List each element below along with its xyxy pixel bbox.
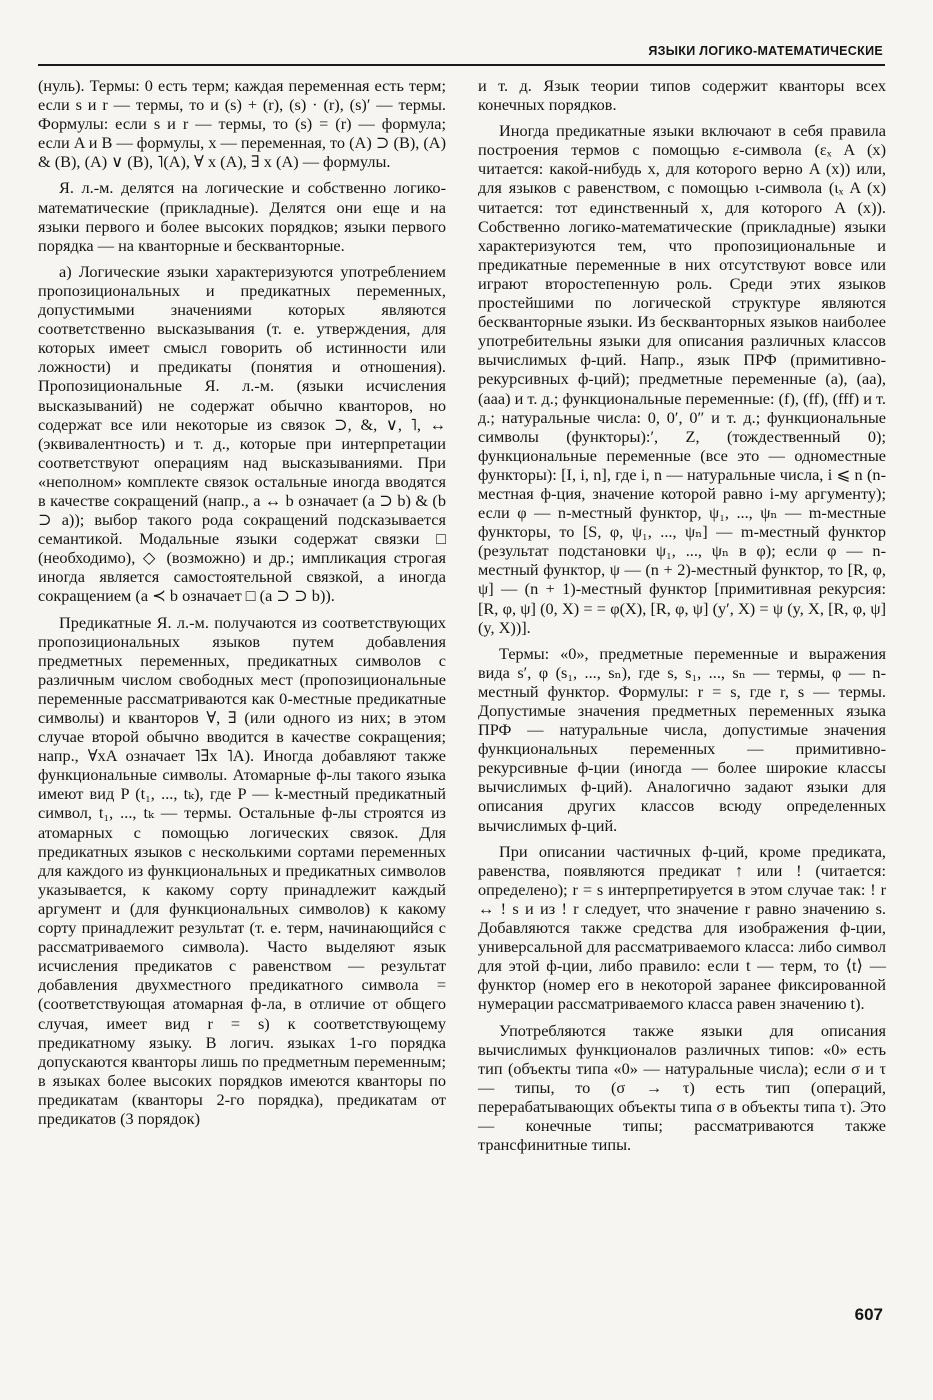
paragraph: Термы: «0», предметные переменные и выражения вида s′, φ (s₁, ..., sₙ), где s, s₁, ..., sₙ — термы, φ — n-местный функтор. Формулы: r = s, где r, s — термы. Допустимые значения предметных переменных языка ПРФ — натуральные числа, допустимые значения функциональных переменных — примитивно-рекурсивные ф-ции (иногда — более широкие классы вычислимых ф-ций). Аналогично задают языки для описания других классов всюду определенных вычислимых ф-ций.	[478, 643, 886, 835]
paragraph: Я. л.-м. делятся на логические и собственно логико-математические (прикладные). Делятся они еще и на языки первого и более высоких порядков; языки первого порядка — на кванторные и бескванторные.	[38, 178, 446, 255]
right-column	[478, 76, 886, 1161]
left-column	[38, 76, 446, 1135]
header-rule	[38, 64, 885, 66]
header-title: ЯЗЫКИ ЛОГИКО-МАТЕМАТИЧЕСКИЕ	[648, 44, 883, 58]
paragraph: При описании частичных ф-ций, кроме предиката, равенства, появляются предикат ↑ или ! (читается: определено); r = s интерпретируется в этом случае так: ! r ↔ ! s и из ! r следует, что значение r равно значению s. Добавляются также средства для изображения ф-ции, универсальной для рассматриваемого класса: либо символ для этой ф-ции, либо правило: если t — терм, то ⟨t⟩ — функтор (номер его в некоторой заранее фиксированной нумерации рассматриваемого класса равен значению t).	[478, 841, 886, 1014]
paragraph: и т. д. Язык теории типов содержит кванторы всех конечных порядков.	[478, 76, 886, 115]
paragraph: Употребляются также языки для описания вычислимых функционалов различных типов: «0» есть тип (объекты типа «0» — натуральные числа); если σ и τ — типы, то (σ → τ) есть тип (операций, перерабатывающих объекты типа σ в объекты типа τ). Это — конечные типы; рассматриваются также трансфинитные типы.	[478, 1020, 886, 1155]
paragraph: Предикатные Я. л.-м. получаются из соответствующих пропозициональных языков путем добавления предметных переменных, предикатных символов с различным числом свободных мест (пропозициональные переменные рассматриваются как 0-местные предикатные символы) и кванторов ∀, ∃ (или одного из них; в этом случае второй обычно вводится в качестве сокращения; напр., ∀xA означает ˥∃x ˥A). Иногда добавляют также функциональные символы. Атомарные ф-лы такого языка имеют вид P (t₁, ..., tₖ), где P — k-местный предикатный символ, t₁, ..., tₖ — термы. Остальные ф-лы строятся из атомарных с помощью логических связок. Для предикатных языков с несколькими сортами переменных для каждого из функциональных и предикатных символов указывается, к какому сорту принадлежит каждый аргумент и (для функциональных символов) к какому сорту принадлежит результат (т. е. терм, начинающийся с рассматриваемого символа). Часто выделяют язык исчисления предикатов с равенством — результат добавления двухместного предикатного символа = (соответствующая атомарная ф-ла, в отличие от общего случая, имеет вид r = s) к соответствующему предикатному языку. В логич. языках 1-го порядка допускаются кванторы лишь по предметным переменным; в языках более высоких порядков имеются кванторы по предикатам (кванторы 2-го порядка), предикатам от предикатов (3 порядок)	[38, 612, 446, 1128]
paragraph: а) Логические языки характеризуются употреблением пропозициональных и предикатных переменных, допустимыми значениями которых являются соответственно высказывания (т. е. утверждения, для которых имеет смысл говорить об истинности или ложности) и предикаты (понятия и отношения). Пропозициональные Я. л.-м. (языки исчисления высказываний) не содержат обычно кванторов, но содержат все или некоторые из связок ⊃, &, ∨, ˥, ↔ (эквивалентность) и т. д., которые при интерпретации соответствуют операциям над высказываниями. При «неполном» комплекте связок остальные иногда вводятся в качестве сокращений (напр., a ↔ b означает (a ⊃ b) & (b ⊃ a)); выбор такого рода сокращений подсказывается семантикой. Модальные языки содержат связки □ (необходимо), ◇ (возможно) и др.; импликация строгая иногда является самостоятельной связкой, а иногда сокращением (a ≺ b означает □ (a ⊃ ⊃ b)).	[38, 261, 446, 606]
page-number: 607	[854, 1305, 883, 1324]
paragraph: Иногда предикатные языки включают в себя правила построения термов с помощью ε-символа (εₓ A (x) читается: какой-нибудь x, для которого верно A (x)) или, для языков с равенством, с помощью ι-символа (ιₓ A (x) читается: тот единственный x, для которого A (x)). Собственно логико-математические (прикладные) языки характеризуются тем, что пропозициональные и предикатные переменные в них отсутствуют вовсе или играют второстепенную роль. Среди этих языков простейшими по логической структуре являются бескванторные языки. Из бескванторных языков наиболее употребительны языки для описания различных классов вычислимых ф-ций. Напр., язык ПРФ (примитивно-рекурсивных ф-ций); предметные переменные (a), (aa), (aaa) и т. д.; функциональные переменные: (f), (ff), (fff) и т. д.; натуральные числа: 0, 0′, 0″ и т. д.; функциональные символы (функторы):′, Z, (тождественный 0); функциональные переменные (все это — одноместные функторы): [I, i, n], где i, n — натуральные числа, i ⩽ n (n-местная ф-ция, значение которой равно i-му аргументу); если φ — n-местный функтор, ψ₁, ..., ψₙ — m-местные функторы, то [S, φ, ψ₁, ..., ψₙ] — m-местный функтор (результат подстановки ψ₁, ..., ψₙ в φ); если φ — n-местный функтор, ψ — (n + 2)-местный функтор, то [R, φ, ψ] — (n + 1)-местный функтор [примитивная рекурсия: [R, φ, ψ] (0, X) = = φ(X), [R, φ, ψ] (y′, X) = ψ (y, X, [R, φ, ψ] (y, X))].	[478, 121, 886, 637]
paragraph: (нуль). Термы: 0 есть терм; каждая переменная есть терм; если s и r — термы, то и (s) + (r), (s) · (r), (s)′ — термы. Формулы: если s и r — термы, то (s) = (r) — формула; если A и B — формулы, x — переменная, то (A) ⊃ (B), (A) & (B), (A) ∨ (B), ˥(A), ∀ x (A), ∃ x (A) — формулы.	[38, 76, 446, 172]
